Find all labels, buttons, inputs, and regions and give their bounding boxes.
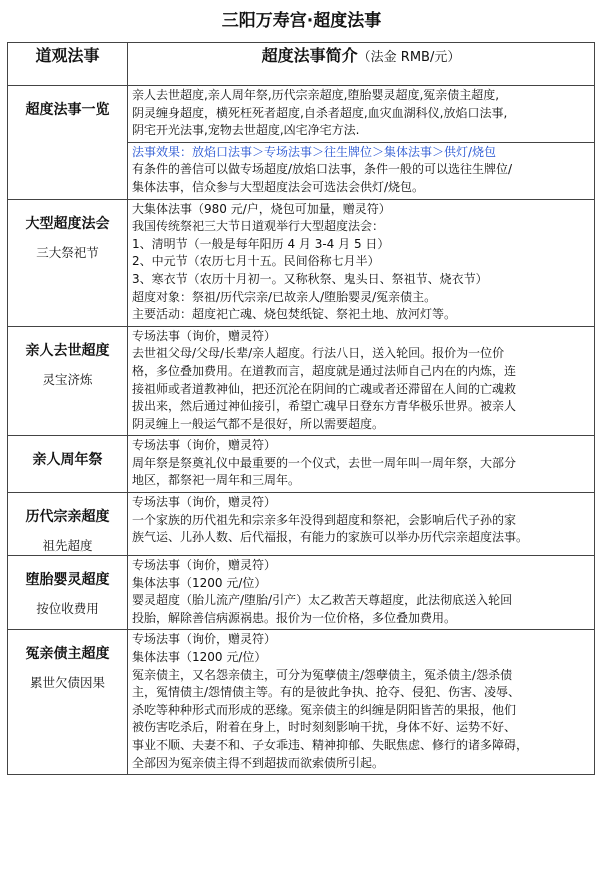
description-line: 阴灵缠上一般运气都不是很好，所以需要超度。 — [132, 416, 385, 431]
description-line: 拔出来，然后通过神仙接引，希望亡魂早日登东方青华极乐世界。被亲人 — [132, 399, 517, 414]
ritual-subtitle: 累世欠债因果 — [29, 675, 105, 691]
ritual-name: 冤亲债主超度 — [25, 646, 110, 663]
description-line: 有条件的善信可以做专场超度/放焰口法事，条件一般的可以选往生牌位/ — [132, 162, 513, 177]
header-intro-label: 超度法事简介 — [261, 46, 358, 65]
ritual-name-cell — [8, 556, 128, 630]
ritual-name: 亲人周年祭 — [32, 452, 103, 469]
description-line: 集体法事（1200 元/位） — [132, 575, 267, 590]
description-line: 接祖师或者道教神仙，把还沉沦在阴间的亡魂或者还滞留在人间的亡魂救 — [132, 381, 517, 396]
description-line: 去世祖父母/父母/长辈/亲人超度。行法八日，送入轮回。报价为一位价 — [132, 346, 505, 361]
description-line: 被伤害吃杀后，附着在身上，时时刻刻影响干扰，身体不好、运势不好、 — [132, 720, 517, 735]
header-price-note: （法金 RMB/元） — [357, 50, 461, 65]
ritual-name: 历代宗亲超度 — [25, 509, 110, 526]
ritual-name: 超度法事一览 — [25, 102, 110, 118]
description-line: 阴灵缠身超度，横死枉死者超度,自杀者超度,血灾血湖科仪,放焰口法事, — [132, 105, 508, 120]
description-line: 主，冤情债主/怨情债主等。有的是彼此争执、抢夺、侵犯、伤害、凌辱、 — [132, 685, 521, 700]
description-block — [128, 200, 594, 326]
page-title: 三阳万寿宫·超度法事 — [221, 11, 382, 31]
description-block — [128, 436, 594, 492]
description-line: 1、清明节（一般是每年阳历 4 月 3-4 月 5 日） — [132, 236, 390, 251]
description-line: 3、寒衣节（农历十月初一。又称秋祭、鬼头日、祭祖节、烧衣节） — [132, 271, 488, 286]
ritual-subtitle: 三大祭祀节 — [36, 244, 99, 260]
table-header-row — [8, 43, 595, 86]
ritual-description-cell — [128, 493, 595, 556]
ritual-name-cell — [8, 436, 128, 493]
description-block — [128, 86, 594, 142]
ritual-name-cell — [8, 86, 128, 200]
description-line: 投胎，解除善信病源祸患。报价为一位价格，多位叠加费用。 — [132, 610, 457, 625]
description-line: 2、中元节（农历七月十五。民间俗称七月半） — [132, 254, 380, 269]
table-row — [8, 326, 595, 436]
ritual-name: 堕胎婴灵超度 — [25, 572, 110, 589]
ritual-name-cell — [8, 493, 128, 556]
description-line: 族气运、儿孙人数、后代福报，有能力的家族可以举办历代宗亲超度法事。 — [132, 530, 529, 545]
table-row — [8, 436, 595, 493]
description-line: 专场法事（询价，赠灵符） — [132, 632, 277, 647]
description-block — [128, 142, 594, 199]
description-line: 我国传统祭祀三大节日道观举行大型超度法会： — [132, 219, 385, 234]
header-ritual-name: 道观法事 — [8, 43, 128, 86]
description-line: 格，多位叠加费用。在道教而言，超度就是通过法师自己内在的内炼，连 — [132, 363, 517, 378]
table-row — [8, 630, 595, 775]
ritual-description-cell — [128, 199, 595, 326]
description-line: 阴宅开光法事,宠物去世超度,凶宅净宅方法. — [132, 123, 360, 138]
description-line: 集体法事，信众参与大型超度法会可选法会供灯/烧包。 — [132, 179, 425, 194]
table-row — [8, 556, 595, 630]
ritual-name-cell — [8, 326, 128, 436]
ritual-description-cell — [128, 326, 595, 436]
ritual-name-cell — [8, 630, 128, 775]
description-block — [128, 327, 594, 436]
description-line: 专场法事（询价，赠灵符） — [132, 558, 277, 573]
ritual-subtitle: 按位收费用 — [36, 601, 99, 617]
description-line: 冤亲债主，又名怨亲债主，可分为冤孽债主/怨孽债主，冤杀债主/怨杀债 — [132, 667, 513, 682]
header-ritual-intro — [128, 43, 595, 86]
ritual-name-cell — [8, 199, 128, 326]
ritual-subtitle: 祖先超度 — [42, 538, 93, 554]
description-block — [128, 630, 594, 774]
description-line: 专场法事（询价，赠灵符） — [132, 495, 277, 510]
ritual-description-cell — [128, 86, 595, 200]
ritual-description-cell — [128, 630, 595, 775]
ritual-table — [7, 42, 595, 775]
description-line: 超度对象：祭祖/历代宗亲/已故亲人/堕胎婴灵/冤亲债主。 — [132, 289, 437, 304]
description-line: 全部因为冤亲债主得不到超拔而欲索债所引起。 — [132, 755, 385, 770]
description-line: 婴灵超度（胎儿流产/堕胎/引产）太乙救苦天尊超度，此法彻底送入轮回 — [132, 593, 513, 608]
description-line: 集体法事（1200 元/位） — [132, 650, 267, 665]
ritual-description-cell — [128, 436, 595, 493]
description-line: 地区，都祭祀一周年和三周年。 — [132, 473, 301, 488]
description-line: 周年祭是祭奠礼仪中最重要的一个仪式，去世一周年叫一周年祭，大部分 — [132, 455, 517, 470]
description-line: 亲人去世超度,亲人周年祭,历代宗亲超度,堕胎婴灵超度,冤亲债主超度, — [132, 88, 500, 102]
description-line: 一个家族的历代祖先和宗亲多年没得到超度和祭祀，会影响后代子孙的家 — [132, 512, 517, 527]
table-row — [8, 199, 595, 326]
effect-ranking-text: 法事效果：放焰口法事＞专场法事＞往生牌位＞集体法事＞供灯/烧包 — [132, 144, 497, 159]
table-row — [8, 493, 595, 556]
description-line: 事业不顺、夫妻不和、子女乖违、精神抑郁、失眠焦虑、修行的诸多障碍， — [132, 738, 529, 752]
description-line: 主要活动：超度祀亡魂、烧包焚纸锭、祭祀土地、放河灯等。 — [132, 307, 457, 322]
ritual-name: 亲人去世超度 — [25, 342, 110, 359]
ritual-subtitle: 灵宝济炼 — [42, 371, 93, 387]
description-line: 专场法事（询价，赠灵符） — [132, 328, 277, 343]
ritual-name: 大型超度法会 — [25, 215, 110, 232]
description-block — [128, 493, 594, 549]
description-block — [128, 556, 594, 629]
description-line: 大集体法事（980 元/户，烧包可加量，赠灵符） — [132, 201, 391, 216]
table-row — [8, 86, 595, 200]
description-line: 杀吃等种种形式而形成的恶缘。冤亲债主的纠缠是阴阳皆苦的果报，他们 — [132, 702, 517, 717]
description-line: 专场法事（询价，赠灵符） — [132, 438, 277, 453]
ritual-description-cell — [128, 556, 595, 630]
